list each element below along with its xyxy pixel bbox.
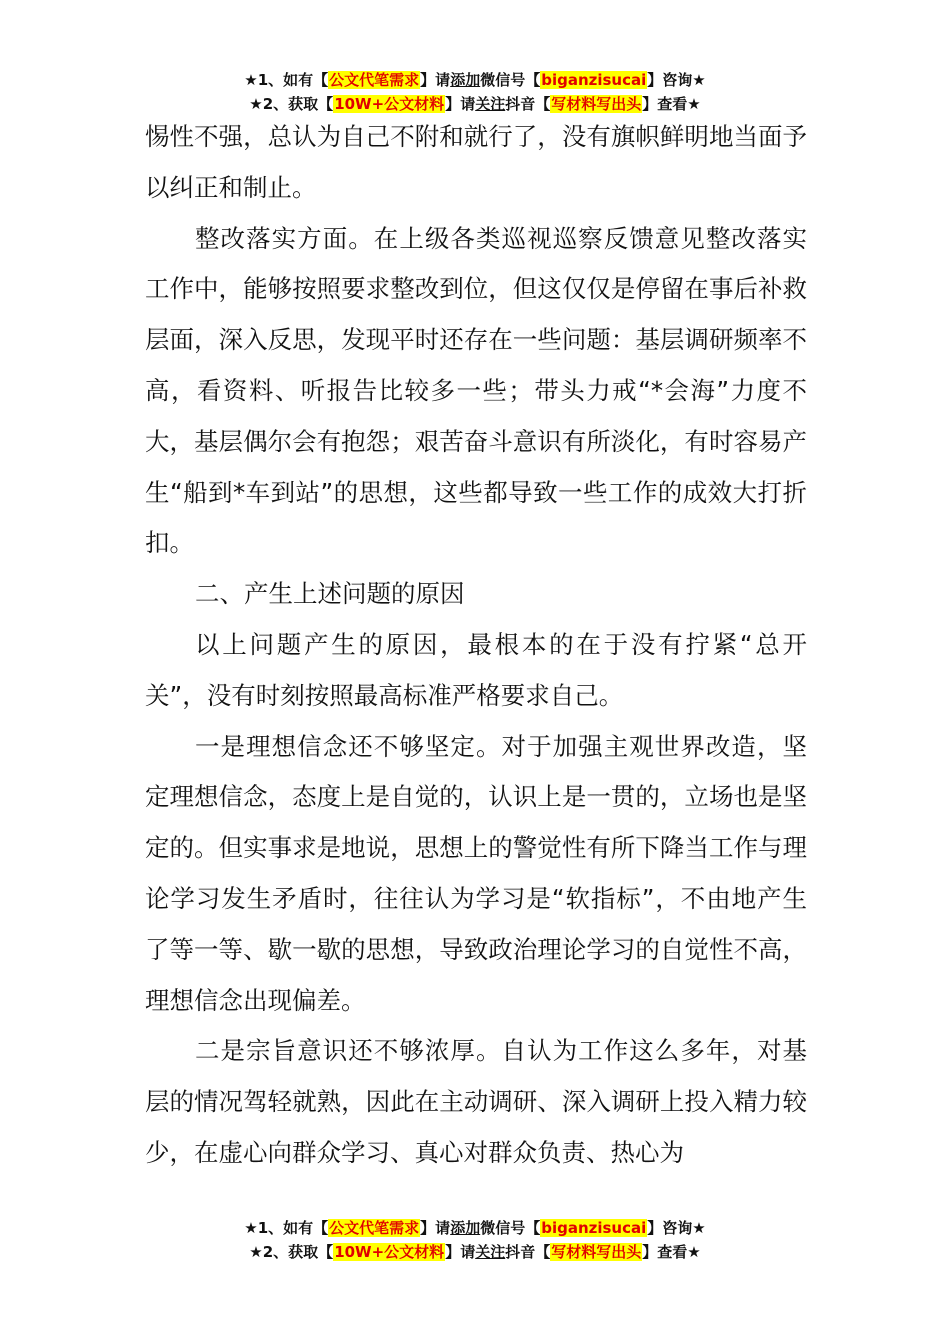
banner-emphasis: 添加 — [450, 1219, 481, 1237]
banner-text: ★2、获取【 — [249, 95, 334, 113]
highlight-douyin: 写材料写出头 — [551, 95, 642, 113]
highlight-wechat-id: biganzisucai — [541, 1219, 647, 1237]
footer-banner — [0, 1216, 950, 1264]
banner-line-2 — [0, 1240, 950, 1264]
banner-text: 微信号【 — [480, 71, 541, 89]
header-banner — [0, 68, 950, 116]
paragraph-purpose: 二是宗旨意识还不够浓厚。自认为工作这么多年，对基层的情况驾轻就熟，因此在主动调研、深入调研上投入精力较少，在虚心向群众学习、真心对群众负责、热心为 — [145, 1036, 807, 1167]
banner-text: 抖音【 — [505, 95, 551, 113]
document-body — [145, 112, 807, 1179]
banner-text: 】查看★ — [642, 1243, 701, 1261]
highlight-materials: 10W+公文材料 — [334, 95, 445, 113]
banner-text: 】咨询★ — [647, 71, 706, 89]
banner-text: ★2、获取【 — [249, 1243, 334, 1261]
banner-text: 抖音【 — [505, 1243, 551, 1261]
banner-emphasis: 关注 — [475, 95, 506, 113]
highlight-materials: 10W+公文材料 — [334, 1243, 445, 1261]
banner-line-1 — [0, 1216, 950, 1240]
highlight-douyin: 写材料写出头 — [551, 1243, 642, 1261]
highlight-wechat-id: biganzisucai — [541, 71, 647, 89]
banner-text: 】请 — [420, 1219, 451, 1237]
banner-text: ★1、如有【 — [244, 71, 329, 89]
banner-emphasis: 关注 — [475, 1243, 506, 1261]
banner-text: 】请 — [445, 95, 476, 113]
banner-text: 】咨询★ — [647, 1219, 706, 1237]
banner-text: ★1、如有【 — [244, 1219, 329, 1237]
paragraph-continued: 惕性不强，总认为自己不附和就行了，没有旗帜鲜明地当面予以纠正和制止。 — [145, 122, 807, 202]
banner-line-1 — [0, 68, 950, 92]
banner-emphasis: 添加 — [450, 71, 481, 89]
paragraph-rectification: 整改落实方面。在上级各类巡视巡察反馈意见整改落实工作中，能够按照要求整改到位，但这仅仅是停留在事后补救层面，深入反思，发现平时还存在一些问题：基层调研频率不高，看资料、听报告比较多一些；带头力戒“*会海”力度不大，基层偶尔会有抱怨；艰苦奋斗意识有所淡化，有时容易产生“船到*车到站”的思想，这些都导致一些工作的成效大打折扣。 — [145, 223, 807, 558]
banner-text: 微信号【 — [480, 1219, 541, 1237]
banner-text: 】请 — [420, 71, 451, 89]
banner-text: 】查看★ — [642, 95, 701, 113]
paragraph-ideals: 一是理想信念还不够坚定。对于加强主观世界改造，坚定理想信念，态度上是自觉的，认识上是一贯的，立场也是坚定的。但实事求是地说，思想上的警觉性有所下降当工作与理论学习发生矛盾时，往往认为学习是“软指标”，不由地产生了等一等、歇一歇的思想，导致政治理论学习的自觉性不高，理想信念出现偏差。 — [145, 731, 807, 1015]
section-heading: 二、产生上述问题的原因 — [195, 579, 465, 609]
banner-text: 】请 — [445, 1243, 476, 1261]
paragraph-root-cause: 以上问题产生的原因，最根本的在于没有拧紧“总开关”，没有时刻按照最高标准严格要求自己。 — [145, 629, 807, 710]
highlight-service: 公文代笔需求 — [329, 71, 420, 89]
highlight-service: 公文代笔需求 — [329, 1219, 420, 1237]
